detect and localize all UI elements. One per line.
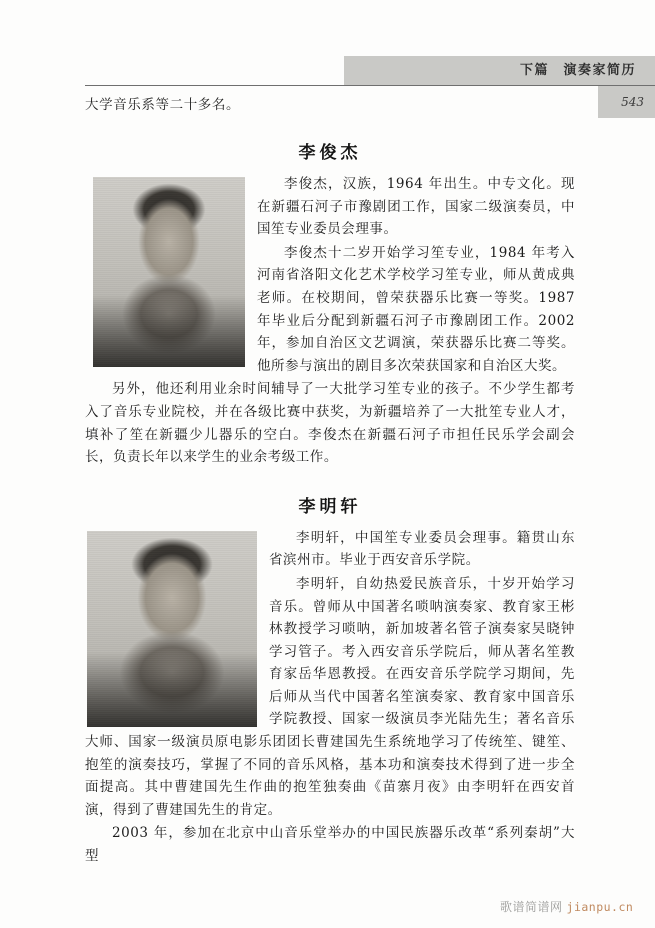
portrait-grain-2 <box>87 531 257 727</box>
page-number: 543 <box>621 95 644 109</box>
paragraph: 李俊杰，汉族，1964 年出生。中专文化。现在新疆石河子市豫剧团工作，国家二级演奏员，中国笙专业委员会理事。 <box>257 176 575 238</box>
watermark-url: jianpu.cn <box>566 900 634 914</box>
biography-block-1 <box>85 173 575 470</box>
continuation-line: 大学音乐系等二十多名。 <box>85 97 241 113</box>
paragraph: 李俊杰十二岁开始学习笙专业，1984 年考入河南省洛阳文化艺术学校学习笙专业，师从黄成典老师。在校期间，曾荣获器乐比赛一等奖。1987 年毕业后分配到新疆石河子市豫剧团工作。2002 年，参加自治区文艺调演，荣获器乐比赛二等奖。他所参与演出的剧目多次荣获国家和自治区大奖。 <box>257 244 575 374</box>
portrait-grain-1 <box>93 177 245 367</box>
page-content <box>85 88 575 869</box>
person-name-heading-2: 李明轩 <box>298 496 362 517</box>
biography-block-2 <box>85 527 575 868</box>
paragraph: 李明轩，自幼热爱民族音乐，十岁开始学习音乐。曾师从中国著名唢呐演奏家、教育家王彬林教授学习唢呐，新加坡著名管子演奏家吴晓钟学习管子。考入西安音乐学院后，师从著名笙教育家岳华恩教授。在西安音乐学院学习期间，先后师从当代中国著名笙演奏家、教育家中国音乐学院教授、国家一级演员李光陆先生；著名音乐大师、国家一级演员原电影乐团团长曹建国先生系统地学习了传统笙、键笙、抱笙的演奏技巧，掌握了不同的音乐风格，基本功和演奏技术得到了进一步全面提高。其中曹建国先生作曲的抱笙独奏曲《苗寨月夜》由李明轩在西安首演，得到了曹建国先生的肯定。 <box>85 575 575 818</box>
paragraph: 李明轩，中国笙专业委员会理事。籍贯山东省滨州市。毕业于西安音乐学院。 <box>269 529 575 569</box>
person-name-heading-1: 李俊杰 <box>298 143 362 163</box>
page-header-title: 下篇 演奏家简历 <box>519 63 636 78</box>
paragraph: 2003 年，参加在北京中山音乐堂举办的中国民族器乐改革“系列秦胡”大型 <box>85 825 575 865</box>
portrait-photo-2 <box>87 531 257 727</box>
site-watermark <box>500 898 633 915</box>
watermark-label: 歌谱简谱网 <box>500 900 563 914</box>
header-divider-rule <box>85 85 655 86</box>
paragraph: 另外，他还利用业余时间辅导了一大批学习笙专业的孩子。不少学生都考入了音乐专业院校，并在各级比赛中获奖，为新疆培养了一大批笙专业人才，填补了笙在新疆少儿器乐的空白。李俊杰在新疆石河子市担任民乐学会副会长，负责长年以来学生的业余考级工作。 <box>85 381 575 466</box>
portrait-photo-1 <box>93 177 245 367</box>
